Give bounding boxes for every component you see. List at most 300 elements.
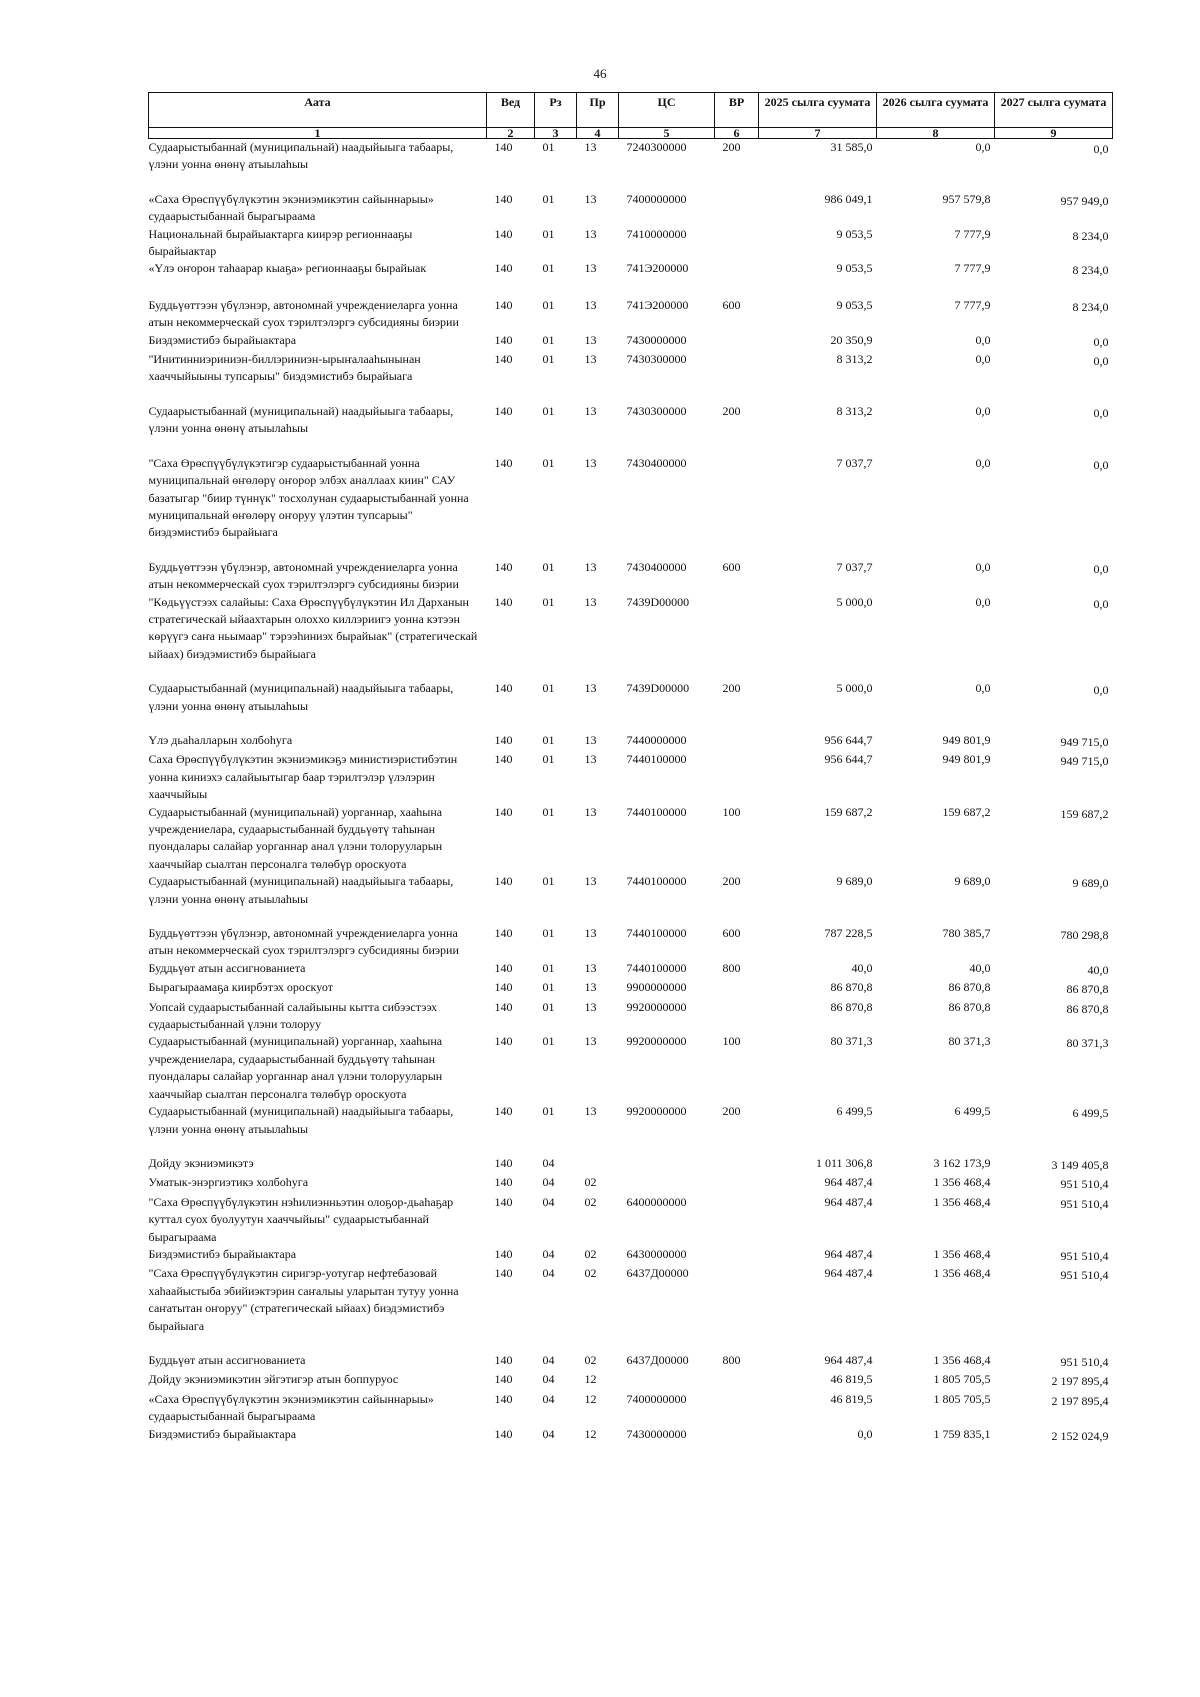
row-cs: 7439D00000 <box>626 681 690 696</box>
table-row <box>149 559 1113 594</box>
row-amount-2025: 31 585,0 <box>830 140 873 154</box>
row-amount-2025: 46 819,5 <box>830 1391 873 1406</box>
row-ved: 140 <box>494 804 513 819</box>
column-number: 2 <box>487 128 535 139</box>
row-amount-2027: 0,0 <box>1093 405 1109 420</box>
row-cs: 7430300000 <box>626 352 687 367</box>
row-name: «Саха Өрөспүүбүлүкэтин экэниэмикэтин сайыннарыы» судаарыстыбаннай бырагыраама <box>148 191 434 224</box>
row-vr <box>715 260 759 296</box>
table-row <box>149 351 1113 403</box>
row-pr: 13 <box>584 804 597 819</box>
row-pr: 13 <box>584 140 597 154</box>
row-amount-2026: 7 777,9 <box>954 297 991 312</box>
row-vr <box>715 1246 759 1265</box>
row-ved: 140 <box>494 752 513 767</box>
row-pr: 13 <box>584 752 597 767</box>
row-vr <box>715 999 759 1034</box>
row-amount-2026: 1 805 705,5 <box>933 1372 991 1387</box>
row-name: Судаарыстыбаннай (муниципальнай) наадыйыыга табаары, үлэни уонна өнөнү атыылаһыы <box>148 403 454 436</box>
row-ved: 140 <box>494 297 513 312</box>
row-pr: 13 <box>584 261 597 276</box>
row-amount-2027: 159 687,2 <box>1060 806 1109 821</box>
row-pr: 13 <box>584 999 597 1014</box>
row-cs: 7430400000 <box>626 559 687 574</box>
table-row <box>149 1391 1113 1426</box>
row-rz: 01 <box>542 403 555 418</box>
row-pr: 13 <box>584 455 597 470</box>
row-rz: 04 <box>542 1266 555 1281</box>
row-amount-2025: 5 000,0 <box>836 594 873 609</box>
row-pr: 12 <box>584 1372 597 1387</box>
row-amount-2027: 0,0 <box>1093 596 1109 611</box>
row-amount-2026: 1 356 468,4 <box>933 1246 991 1261</box>
row-name: Судаарыстыбаннай (муниципальнай) наадыйыыга табаары, үлэни уонна өнөнү атыылаһыы <box>148 1104 454 1136</box>
row-vr: 100 <box>722 1034 741 1049</box>
row-ved: 140 <box>494 1104 513 1119</box>
row-amount-2026: 1 356 468,4 <box>933 1266 991 1281</box>
row-amount-2025: 9 053,5 <box>836 261 873 276</box>
row-amount-2025: 86 870,8 <box>830 999 873 1014</box>
row-rz: 04 <box>542 1372 555 1387</box>
table-row <box>149 979 1113 998</box>
table-row <box>149 260 1113 296</box>
row-name: Бырагыраамаҕа киирбэтэх ороскуот <box>148 980 333 995</box>
table-row <box>149 925 1113 960</box>
row-pr: 13 <box>584 332 597 347</box>
row-rz: 01 <box>542 140 555 154</box>
row-amount-2027: 8 234,0 <box>1072 263 1109 278</box>
row-rz: 04 <box>542 1155 555 1170</box>
row-rz: 01 <box>542 352 555 367</box>
row-amount-2027: 951 510,4 <box>1060 1177 1109 1192</box>
row-rz: 04 <box>542 1352 555 1367</box>
row-name: Уопсай судаарыстыбаннай салайыыны кытта сибээстээх судаарыстыбаннай үлэни толоруу <box>148 999 438 1032</box>
row-pr: 13 <box>584 403 597 418</box>
table-row <box>149 1371 1113 1390</box>
table-row <box>149 1174 1113 1193</box>
row-cs: 741Э200000 <box>626 297 689 312</box>
row-ved: 140 <box>494 732 513 747</box>
column-number-row <box>149 128 1113 139</box>
row-ved: 140 <box>494 559 513 574</box>
row-cs: 7439D00000 <box>626 594 690 609</box>
table-row <box>149 804 1113 874</box>
row-amount-2026: 86 870,8 <box>948 980 991 995</box>
row-pr: 13 <box>584 960 597 975</box>
row-amount-2027: 86 870,8 <box>1066 1001 1109 1016</box>
row-amount-2026: 9 689,0 <box>954 874 991 889</box>
row-pr: 13 <box>584 594 597 609</box>
row-ved: 140 <box>494 926 513 941</box>
row-pr: 13 <box>584 732 597 747</box>
row-cs: 7410000000 <box>626 226 687 241</box>
row-amount-2025: 964 487,4 <box>824 1246 873 1261</box>
row-name: «Үлэ оҥорон таһаарар кыаҕа» регионнааҕы бырайыак <box>148 261 427 276</box>
header-2025: 2025 сылга суумата <box>759 93 877 128</box>
row-amount-2026: 0,0 <box>975 594 991 609</box>
row-rz: 01 <box>542 261 555 276</box>
row-amount-2026: 159 687,2 <box>942 804 991 819</box>
row-amount-2027: 8 234,0 <box>1072 299 1109 314</box>
row-pr: 12 <box>584 1391 597 1406</box>
row-amount-2025: 46 819,5 <box>830 1372 873 1387</box>
row-cs: 9920000000 <box>626 1104 687 1119</box>
table-header <box>149 93 1113 139</box>
row-amount-2026: 6 499,5 <box>954 1104 991 1119</box>
row-ved: 140 <box>494 874 513 889</box>
row-amount-2027: 951 510,4 <box>1060 1268 1109 1283</box>
row-amount-2027: 949 715,0 <box>1060 734 1109 749</box>
header-2027: 2027 сылга суумата <box>995 93 1113 128</box>
header-row <box>149 93 1113 128</box>
row-cs: 741Э200000 <box>626 261 689 276</box>
row-ved: 140 <box>494 1155 513 1170</box>
row-cs: 7430000000 <box>626 1426 687 1441</box>
row-name: "Саха Өрөспүүбүлүкэтин сиригэр-уотугар нефтебазовай хаһаайыстыба эбийиэктэрин саҥалыы уларытан тутуу уонна саҥатытан оҥоруу" (стратегическай ыйаах) биэдэмистибэ бырайыага <box>148 1266 459 1333</box>
row-vr: 600 <box>722 926 741 941</box>
column-number: 1 <box>149 128 487 139</box>
row-name: Судаарыстыбаннай (муниципальнай) наадыйыыга табаары, үлэни уонна өнөнү атыылаһыы <box>148 681 454 713</box>
row-amount-2027: 951 510,4 <box>1060 1248 1109 1263</box>
row-ved: 140 <box>494 681 513 696</box>
header-ved: Вед <box>487 93 535 128</box>
row-amount-2027: 3 149 405,8 <box>1051 1157 1109 1172</box>
row-name: «Саха Өрөспүүбүлүкэтин экэниэмикэтин сайыннарыы» судаарыстыбаннай бырагыраама <box>148 1391 434 1424</box>
row-amount-2026: 1 356 468,4 <box>933 1194 991 1209</box>
row-amount-2026: 80 371,3 <box>948 1034 991 1049</box>
row-name: Биэдэмистибэ бырайыактара <box>148 1426 297 1441</box>
row-vr <box>715 1371 759 1390</box>
row-name: "Көдьүүстээх салайыы: Саха Өрөспүүбүлүкэтин Ил Дарханын стратегическай ыйаахтарын олоххо киллэриигэ уонна кэтээн көрүүгэ саҥа ньымаар" тэрээһиниэх бырайыак" (стратегическай ыйаах) биэдэмистибэ бырайыага <box>148 594 478 661</box>
row-pr: 02 <box>584 1194 597 1209</box>
row-pr: 02 <box>584 1352 597 1367</box>
row-ved: 140 <box>494 140 513 154</box>
row-amount-2025: 5 000,0 <box>836 681 873 696</box>
table-row <box>149 1103 1113 1155</box>
row-amount-2025: 964 487,4 <box>824 1175 873 1190</box>
row-name: Буддьүөт атын ассигнованиета <box>148 960 306 975</box>
row-vr <box>715 191 759 226</box>
row-rz: 01 <box>542 999 555 1014</box>
header-rz: Рз <box>535 93 577 128</box>
row-amount-2026: 7 777,9 <box>954 261 991 276</box>
table-row <box>149 873 1113 925</box>
header-2026: 2026 сылга суумата <box>877 93 995 128</box>
row-vr: 800 <box>722 1352 741 1367</box>
row-name: Буддьүөттээн үбүлэнэр, автономнай учреждениеларга уонна атын некоммерческай суох тэрилтэлэргэ субсидияны биэрии <box>148 297 459 330</box>
row-rz: 01 <box>542 297 555 312</box>
row-vr <box>715 732 759 751</box>
table-row <box>149 139 1113 191</box>
row-name: Национальнай бырайыактарга киирэр регионнааҕы бырайыактар <box>148 226 413 259</box>
row-amount-2026: 1 759 835,1 <box>933 1426 991 1441</box>
row-amount-2027: 8 234,0 <box>1072 228 1109 243</box>
row-vr: 600 <box>722 559 741 574</box>
row-ved: 140 <box>494 226 513 241</box>
table-row <box>149 960 1113 979</box>
row-vr: 600 <box>722 297 741 312</box>
row-ved: 140 <box>494 1426 513 1441</box>
column-number: 7 <box>759 128 877 139</box>
row-name: Саха Өрөспүүбүлүкэтин экэниэмикэҕэ министиэристибэтин уонна киниэхэ салайыытыгар баар тэрилтэлэр үлэлэрин хааччыйыы <box>148 752 458 802</box>
row-name: Биэдэмистибэ бырайыактара <box>148 1246 297 1261</box>
row-amount-2025: 1 011 306,8 <box>815 1155 873 1170</box>
row-rz: 04 <box>542 1175 555 1190</box>
header-pr: Пр <box>577 93 619 128</box>
row-cs: 7440000000 <box>626 732 687 747</box>
table-row <box>149 751 1113 803</box>
row-name: Судаарыстыбаннай (муниципальнай) наадыйыыга табаары, үлэни уонна өнөнү атыылаһыы <box>148 874 454 906</box>
row-ved: 140 <box>494 1194 513 1209</box>
row-amount-2026: 0,0 <box>975 140 991 154</box>
row-pr: 13 <box>584 1104 597 1119</box>
row-amount-2026: 1 356 468,4 <box>933 1175 991 1190</box>
row-amount-2025: 6 499,5 <box>836 1104 873 1119</box>
table-row <box>149 732 1113 751</box>
row-pr: 02 <box>584 1175 597 1190</box>
table-row <box>149 455 1113 559</box>
row-amount-2026: 0,0 <box>975 559 991 574</box>
row-rz: 01 <box>542 926 555 941</box>
row-amount-2027: 80 371,3 <box>1066 1036 1109 1051</box>
row-pr: 13 <box>584 926 597 941</box>
row-vr: 200 <box>722 403 741 418</box>
row-vr <box>715 1426 759 1445</box>
row-amount-2025: 8 313,2 <box>836 403 873 418</box>
row-amount-2025: 159 687,2 <box>824 804 873 819</box>
row-pr: 13 <box>584 980 597 995</box>
table-row <box>149 594 1113 681</box>
row-amount-2026: 949 801,9 <box>942 752 991 767</box>
row-amount-2025: 956 644,7 <box>824 752 873 767</box>
row-rz: 01 <box>542 1104 555 1119</box>
row-rz: 01 <box>542 191 555 206</box>
table-row <box>149 191 1113 226</box>
row-cs <box>619 1174 715 1193</box>
table-row <box>149 403 1113 455</box>
row-name: Дойду экэниэмикэтин эйгэтигэр атын боппуруос <box>148 1372 399 1387</box>
row-cs: 7440100000 <box>626 874 687 889</box>
row-name: Буддьүөт атын ассигнованиета <box>148 1352 306 1367</box>
row-ved: 140 <box>494 191 513 206</box>
row-amount-2027: 0,0 <box>1093 683 1109 698</box>
row-name: Уматык-энэргиэтикэ холбоһуга <box>148 1175 309 1190</box>
row-pr: 02 <box>584 1246 597 1261</box>
row-amount-2025: 964 487,4 <box>824 1266 873 1281</box>
row-rz: 01 <box>542 226 555 241</box>
table-row <box>149 1352 1113 1371</box>
row-amount-2027: 0,0 <box>1093 354 1109 369</box>
row-amount-2027: 6 499,5 <box>1072 1106 1109 1121</box>
row-rz: 01 <box>542 804 555 819</box>
column-number: 5 <box>619 128 715 139</box>
row-rz: 04 <box>542 1391 555 1406</box>
table-row <box>149 1426 1113 1445</box>
row-amount-2026: 949 801,9 <box>942 732 991 747</box>
column-number: 6 <box>715 128 759 139</box>
row-vr <box>715 594 759 681</box>
row-ved: 140 <box>494 594 513 609</box>
column-number: 9 <box>995 128 1113 139</box>
row-amount-2025: 0,0 <box>857 1426 873 1441</box>
row-ved: 140 <box>494 1352 513 1367</box>
row-name: Буддьүөттээн үбүлэнэр, автономнай учреждениеларга уонна атын некоммерческай суох тэрилтэлэргэ субсидияны биэрии <box>148 559 459 592</box>
row-amount-2026: 1 356 468,4 <box>933 1352 991 1367</box>
row-amount-2026: 3 162 173,9 <box>933 1155 991 1170</box>
row-ved: 140 <box>494 1175 513 1190</box>
row-ved: 140 <box>494 261 513 276</box>
row-amount-2026: 0,0 <box>975 403 991 418</box>
row-amount-2027: 2 152 024,9 <box>1051 1428 1109 1443</box>
table-row <box>149 1155 1113 1174</box>
row-ved: 140 <box>494 999 513 1014</box>
row-ved: 140 <box>494 1246 513 1261</box>
row-name: Дойду экэниэмикэтэ <box>148 1155 254 1170</box>
row-ved: 140 <box>494 960 513 975</box>
row-pr: 13 <box>584 191 597 206</box>
header-cs: ЦС <box>619 93 715 128</box>
table-row <box>149 680 1113 732</box>
row-vr <box>715 1174 759 1193</box>
row-name: Судаарыстыбаннай (муниципальнай) уорганнар, хааһына учреждениелара, судаарыстыбаннай буддьүөтү таһынан пуондалары салайар уорганнар анал үлэни толорууларын хааччыйар сыалтан персоналга төлөбүр ороскуота <box>148 1034 443 1101</box>
row-cs: 6400000000 <box>626 1194 687 1209</box>
row-rz: 01 <box>542 874 555 889</box>
row-cs: 7440100000 <box>626 752 687 767</box>
row-amount-2027: 951 510,4 <box>1060 1196 1109 1211</box>
table-row <box>149 1265 1113 1352</box>
row-amount-2025: 986 049,1 <box>824 191 873 206</box>
budget-table <box>148 92 1113 1445</box>
row-vr: 200 <box>722 140 741 154</box>
row-pr: 13 <box>584 352 597 367</box>
row-amount-2026: 86 870,8 <box>948 999 991 1014</box>
row-amount-2027: 0,0 <box>1093 561 1109 576</box>
row-cs: 7440100000 <box>626 926 687 941</box>
row-amount-2027: 957 949,0 <box>1060 193 1109 208</box>
row-amount-2027: 86 870,8 <box>1066 982 1109 997</box>
row-amount-2027: 0,0 <box>1093 334 1109 349</box>
row-pr: 13 <box>584 559 597 574</box>
row-vr <box>715 455 759 559</box>
row-cs: 6437Д00000 <box>626 1352 689 1367</box>
row-cs: 7240300000 <box>626 140 687 154</box>
table-row <box>149 999 1113 1034</box>
row-name: Судаарыстыбаннай (муниципальнай) уорганнар, хааһына учреждениелара, судаарыстыбаннай буддьүөтү таһынан пуондалары салайар уорганнар анал үлэни толорууларын хааччыйар сыалтан персоналга төлөбүр ороскуота <box>148 804 443 871</box>
row-amount-2027: 949 715,0 <box>1060 754 1109 769</box>
table-row <box>149 1194 1113 1246</box>
row-cs: 9920000000 <box>626 1034 687 1049</box>
column-number: 4 <box>577 128 619 139</box>
row-amount-2025: 964 487,4 <box>824 1352 873 1367</box>
row-pr <box>577 1155 619 1174</box>
row-amount-2027: 2 197 895,4 <box>1051 1393 1109 1408</box>
row-ved: 140 <box>494 1266 513 1281</box>
row-cs <box>619 1155 715 1174</box>
row-name: Биэдэмистибэ бырайыактара <box>148 332 297 347</box>
row-amount-2025: 9 053,5 <box>836 226 873 241</box>
page-number: 46 <box>593 66 607 81</box>
row-amount-2026: 780 385,7 <box>942 926 991 941</box>
row-vr <box>715 226 759 261</box>
row-rz: 01 <box>542 455 555 470</box>
row-name: Үлэ дьаһалларын холбоһуга <box>148 732 293 747</box>
row-vr <box>715 1194 759 1246</box>
row-amount-2025: 7 037,7 <box>836 559 873 574</box>
row-ved: 140 <box>494 1391 513 1406</box>
row-rz: 01 <box>542 559 555 574</box>
table-body <box>149 139 1113 1446</box>
row-vr <box>715 1265 759 1352</box>
row-amount-2025: 9 689,0 <box>836 874 873 889</box>
row-cs: 6430000000 <box>626 1246 687 1261</box>
row-vr: 200 <box>722 874 741 889</box>
row-amount-2025: 964 487,4 <box>824 1194 873 1209</box>
row-cs: 7400000000 <box>626 191 687 206</box>
row-ved: 140 <box>494 403 513 418</box>
row-cs: 9920000000 <box>626 999 687 1014</box>
row-pr: 12 <box>584 1426 597 1441</box>
table-row <box>149 1033 1113 1103</box>
row-amount-2025: 20 350,9 <box>830 332 873 347</box>
row-name: "Саха Өрөспүүбүлүкэтин нэһилиэнньэтин олоҕор-дьаһаҕар куттал суох буолуутун хааччыйыы" судаарыстыбаннай бырагыраама <box>148 1194 454 1244</box>
row-cs: 7400000000 <box>626 1391 687 1406</box>
row-rz: 01 <box>542 681 555 696</box>
row-ved: 140 <box>494 455 513 470</box>
row-amount-2025: 7 037,7 <box>836 455 873 470</box>
row-pr: 13 <box>584 226 597 241</box>
row-ved: 140 <box>494 1372 513 1387</box>
row-pr: 13 <box>584 874 597 889</box>
row-amount-2026: 0,0 <box>975 352 991 367</box>
row-rz: 01 <box>542 960 555 975</box>
row-amount-2027: 9 689,0 <box>1072 876 1109 891</box>
row-name: Судаарыстыбаннай (муниципальнай) наадыйыыга табаары, үлэни уонна өнөнү атыылаһыы <box>148 140 454 172</box>
column-number: 8 <box>877 128 995 139</box>
row-pr: 13 <box>584 1034 597 1049</box>
row-cs: 7430400000 <box>626 455 687 470</box>
row-amount-2027: 40,0 <box>1087 962 1109 977</box>
row-amount-2025: 8 313,2 <box>836 352 873 367</box>
column-number: 3 <box>535 128 577 139</box>
row-rz: 01 <box>542 332 555 347</box>
row-cs: 9900000000 <box>626 980 687 995</box>
row-amount-2027: 0,0 <box>1093 142 1109 156</box>
row-amount-2026: 0,0 <box>975 455 991 470</box>
table-row <box>149 226 1113 261</box>
row-vr <box>715 332 759 351</box>
row-amount-2027: 951 510,4 <box>1060 1354 1109 1369</box>
row-rz: 01 <box>542 1034 555 1049</box>
row-amount-2026: 7 777,9 <box>954 226 991 241</box>
row-cs <box>619 1371 715 1390</box>
row-vr <box>715 1155 759 1174</box>
row-amount-2025: 80 371,3 <box>830 1034 873 1049</box>
row-rz: 01 <box>542 732 555 747</box>
header-name: Аата <box>149 93 487 128</box>
row-amount-2026: 40,0 <box>969 960 991 975</box>
row-rz: 01 <box>542 980 555 995</box>
row-amount-2025: 956 644,7 <box>824 732 873 747</box>
row-pr: 13 <box>584 297 597 312</box>
row-name: "Инитинниэриниэн-биллэриниэн-ырыҥалааһынынан хааччыйыыны тупсарыы" биэдэмистибэ бырайыага <box>148 352 421 384</box>
table-row <box>149 332 1113 351</box>
row-amount-2026: 1 805 705,5 <box>933 1391 991 1406</box>
row-amount-2027: 2 197 895,4 <box>1051 1374 1109 1389</box>
row-vr: 100 <box>722 804 741 819</box>
row-amount-2027: 780 298,8 <box>1060 928 1109 943</box>
row-rz: 04 <box>542 1246 555 1261</box>
header-vr: ВР <box>715 93 759 128</box>
